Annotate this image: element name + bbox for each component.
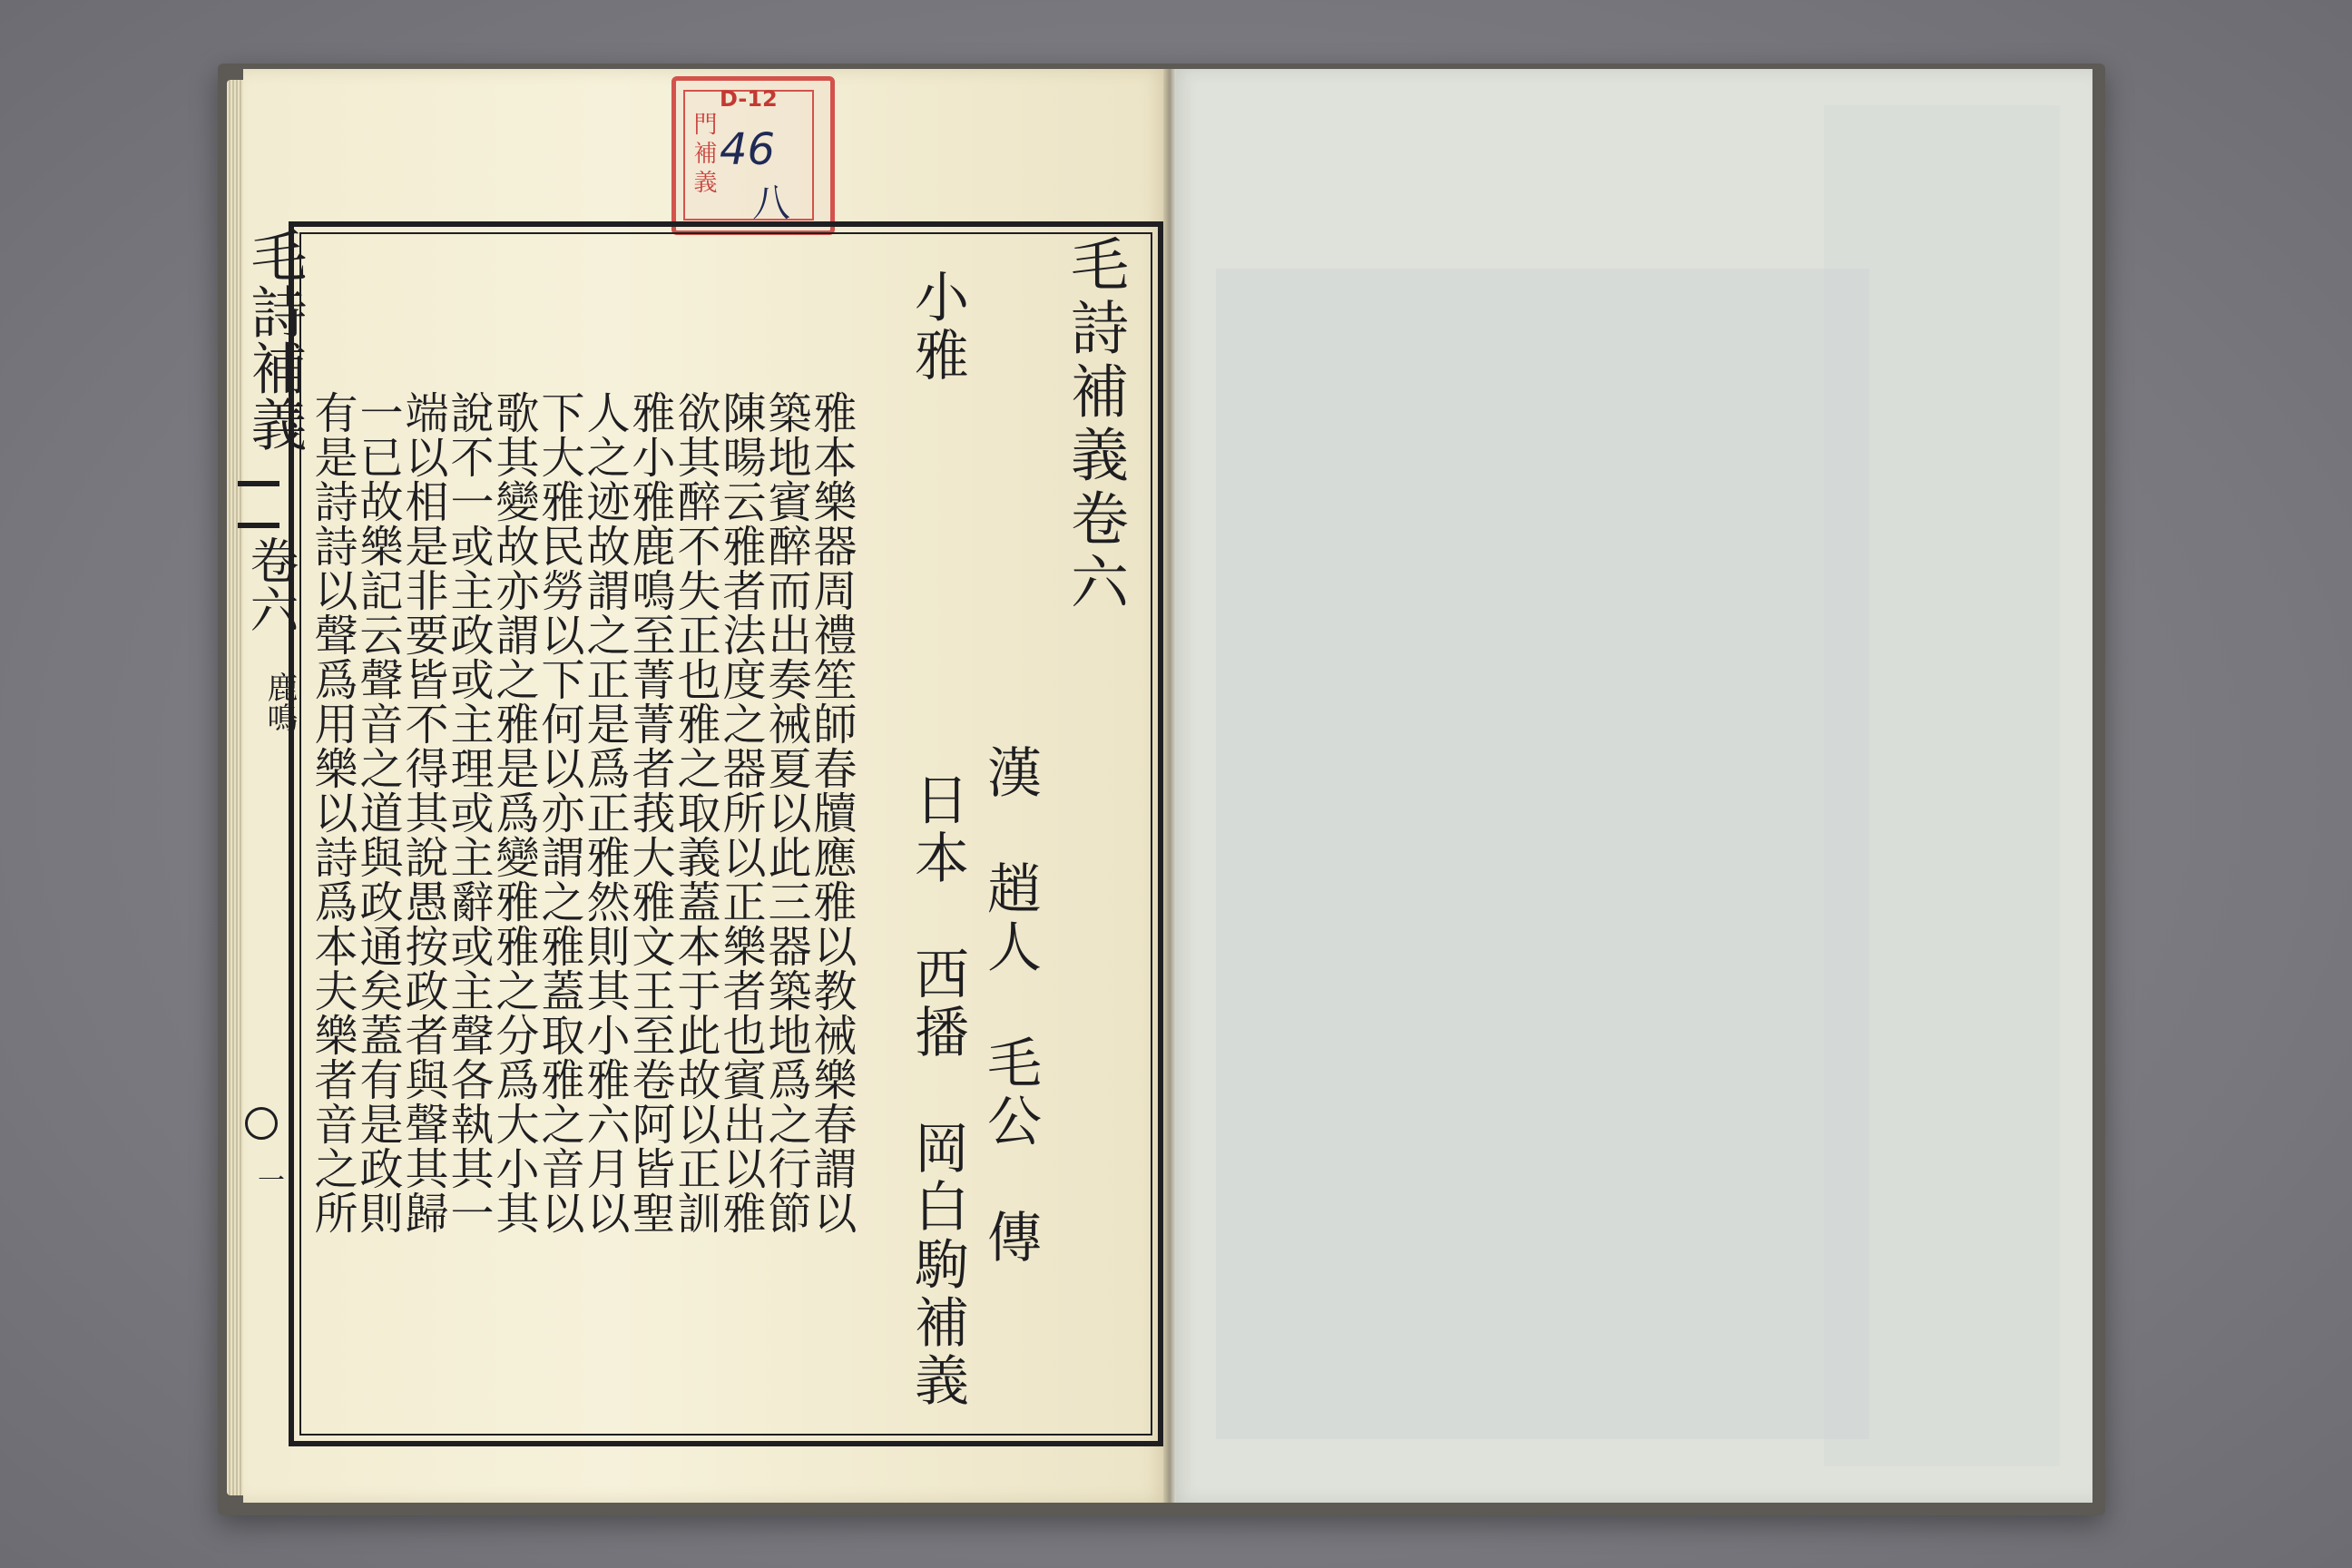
body-column: 端以相是非要皆不得其說愚按政者與聲其歸 — [397, 390, 448, 1235]
body-column: 一已故樂記云聲音之道與政通矣蓋有是政則 — [352, 390, 403, 1235]
fishtail-mark — [238, 481, 279, 528]
body-column: 雅本樂器周禮笙師春牘應雅以教祴樂春謂以 — [806, 390, 857, 1235]
section-heading: 小雅 — [906, 269, 969, 385]
author-line-japan: 日本 西播 岡白駒補義 — [906, 771, 969, 1410]
right-page — [1171, 69, 2092, 1503]
page-circle-mark — [245, 1107, 278, 1140]
author-line-han: 漢 趙人 毛公 傳 — [978, 744, 1042, 1267]
body-column: 欲其醉不失正也雅之取義蓋本于此故以正訓 — [670, 390, 720, 1235]
library-seal — [671, 76, 835, 235]
show-through-text — [1216, 269, 1869, 1439]
seal-handwritten-note: 八 — [752, 181, 791, 225]
book-gutter — [1163, 69, 1176, 1503]
seal-code: D-12 — [720, 86, 778, 112]
spine-title: 毛詩補義 — [241, 227, 308, 452]
body-column: 築地賓醉而出奏祴夏以此三器築地爲之行節 — [760, 390, 811, 1235]
body-column: 雅小雅鹿鳴至菁菁者莪大雅文王至卷阿皆聖 — [624, 390, 675, 1235]
volume-title: 毛詩補義卷六 — [1061, 234, 1128, 615]
spine-section: 鹿鳴 — [261, 671, 298, 733]
seal-glyphs: 門補義 — [690, 112, 717, 199]
seal-handwritten-number: 46 — [720, 124, 776, 175]
body-column: 有是詩詩以聲爲用樂以詩爲本夫樂者音之所 — [307, 390, 358, 1235]
show-through-text-margin — [1824, 105, 2060, 1466]
page-number: 一 — [258, 1165, 285, 1197]
body-column: 下大雅民勞以下何以亦謂之雅蓋取雅之音以 — [534, 390, 584, 1235]
spine-volume: 卷六 — [242, 535, 299, 633]
body-column: 歌其變故亦謂之雅是爲變雅雅之分爲大小其 — [488, 390, 539, 1235]
body-column: 說不一或主政或主理或主辭或主聲各執其一 — [443, 390, 494, 1235]
body-column: 人之迹故謂之正是爲正雅然則其小雅六月以 — [579, 390, 630, 1235]
body-column: 陳暘云雅者法度之器所以正樂者也賓出以雅 — [715, 390, 766, 1235]
